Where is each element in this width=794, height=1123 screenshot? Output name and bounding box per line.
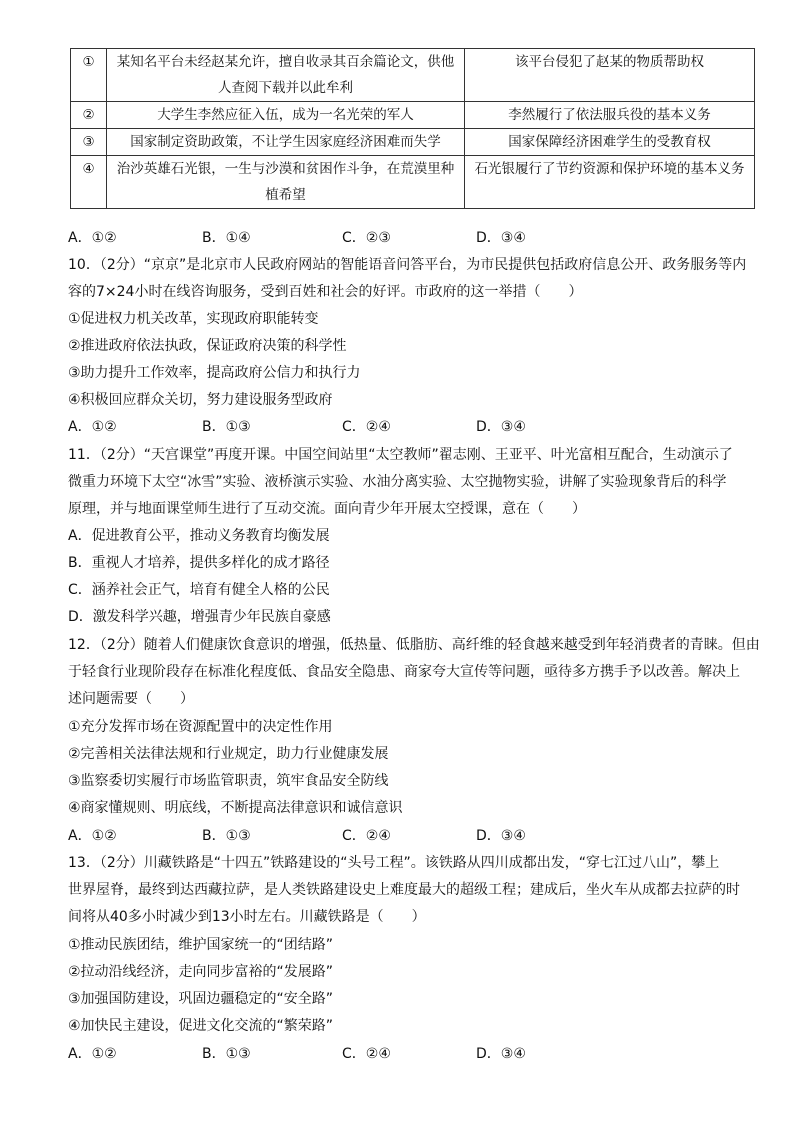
option-d[interactable]: D．③④ <box>476 230 526 246</box>
row-number: ④ <box>71 156 107 209</box>
event-cell: 国家制定资助政策，不让学生因家庭经济困难而失学 <box>107 129 465 156</box>
judgment-cell: 石光银履行了节约资源和保护环境的基本义务 <box>465 156 755 209</box>
option-b[interactable]: B．①④ <box>202 230 251 246</box>
option-a[interactable]: A．①② <box>68 1046 117 1062</box>
q11-stem-line: 原理，并与地面课堂师生进行了互动交流。面向青少年开展太空授课，意在（ ） <box>68 501 586 517</box>
q12-stem-line: 12．（2分）随着人们健康饮食意识的增强，低热量、低脂肪、高纤维的轻食越来越受到年轻消费者的青睐。但由 <box>68 637 760 653</box>
q13-stem-line: 间将从40多小时减少到13小时左右。川藏铁路是（ ） <box>68 909 426 925</box>
q10-item: ①促进权力机关改革，实现政府职能转变 <box>68 311 319 327</box>
event-cell: 大学生李然应征入伍，成为一名光荣的军人 <box>107 102 465 129</box>
q13-stem-line: 世界屋脊，最终到达西藏拉萨，是人类铁路建设史上难度最大的超级工程；建成后，坐火车从成都去拉萨的时 <box>68 882 740 898</box>
option-a[interactable]: A．促进教育公平，推动义务教育均衡发展 <box>68 528 330 544</box>
q10-stem-line: 容的7×24小时在线咨询服务，受到百姓和社会的好评。市政府的这一举措（ ） <box>68 284 583 300</box>
table-row <box>71 129 755 156</box>
option-d[interactable]: D．③④ <box>476 828 526 844</box>
q12-options <box>68 826 754 846</box>
option-b[interactable]: B．重视人才培养，提供多样化的成才路径 <box>68 555 330 571</box>
q12-item: ①充分发挥市场在资源配置中的决定性作用 <box>68 719 333 735</box>
option-a[interactable]: A．①② <box>68 828 117 844</box>
option-a[interactable]: A．①② <box>68 419 117 435</box>
q9-options <box>68 228 754 248</box>
row-number: ③ <box>71 129 107 156</box>
option-b[interactable]: B．①③ <box>202 828 251 844</box>
option-c[interactable]: C．涵养社会正气，培育有健全人格的公民 <box>68 582 330 598</box>
event-cell: 某知名平台未经赵某允许，擅自收录其百余篇论文，供他 人查阅下载并以此牟利 <box>107 49 465 102</box>
q10-item: ③助力提升工作效率，提高政府公信力和执行力 <box>68 365 361 381</box>
option-a[interactable]: A．①② <box>68 230 117 246</box>
event-cell: 治沙英雄石光银，一生与沙漠和贫困作斗争，在荒漠里种 植希望 <box>107 156 465 209</box>
row-number: ② <box>71 102 107 129</box>
q12-stem-line: 述问题需要（ ） <box>68 691 194 707</box>
q13-item: ④加快民主建设，促进文化交流的“繁荣路” <box>68 1018 334 1034</box>
option-c[interactable]: C．②③ <box>342 230 391 246</box>
q13-stem-line: 13．（2分）川藏铁路是“十四五”铁路建设的“头号工程”。该铁路从四川成都出发，“穿七江过八山”，攀上 <box>68 855 720 871</box>
q11-stem-line: 11．（2分）“天宫课堂”再度开课。中国空间站里“太空教师”翟志刚、王亚平、叶光富相互配合，生动演示了 <box>68 447 733 463</box>
q12-stem-line: 于轻食行业现阶段存在标准化程度低、食品安全隐患、商家夸大宣传等问题，亟待多方携手予以改善。解决上 <box>68 664 740 680</box>
q12-item: ③监察委切实履行市场监管职责，筑牢食品安全防线 <box>68 773 389 789</box>
option-b[interactable]: B．①③ <box>202 419 251 435</box>
option-d[interactable]: D．③④ <box>476 1046 526 1062</box>
option-c[interactable]: C．②④ <box>342 1046 391 1062</box>
q12-item: ②完善相关法律法规和行业规定，助力行业健康发展 <box>68 746 389 762</box>
q10-item: ②推进政府依法执政，保证政府决策的科学性 <box>68 338 347 354</box>
q10-item: ④积极回应群众关切，努力建设服务型政府 <box>68 392 333 408</box>
q13-item: ②拉动沿线经济，走向同步富裕的“发展路” <box>68 964 334 980</box>
option-c[interactable]: C．②④ <box>342 419 391 435</box>
judgment-cell: 该平台侵犯了赵某的物质帮助权 <box>465 49 755 102</box>
table-row <box>71 102 755 129</box>
row-number: ① <box>71 49 107 102</box>
q13-options <box>68 1044 754 1064</box>
q10-options <box>68 417 754 437</box>
option-d[interactable]: D．激发科学兴趣，增强青少年民族自豪感 <box>68 609 331 625</box>
q12-item: ④商家懂规则、明底线，不断提高法律意识和诚信意识 <box>68 800 403 816</box>
option-b[interactable]: B．①③ <box>202 1046 251 1062</box>
q10-stem-line: 10．（2分）“京京”是北京市人民政府网站的智能语音问答平台，为市民提供包括政府信息公开、政务服务等内 <box>68 257 747 273</box>
q9-table <box>70 48 755 209</box>
q13-item: ③加强国防建设，巩固边疆稳定的“安全路” <box>68 991 334 1007</box>
table-row <box>71 49 755 102</box>
option-d[interactable]: D．③④ <box>476 419 526 435</box>
table-row <box>71 156 755 209</box>
q11-stem-line: 微重力环境下太空“冰雪”实验、液桥演示实验、水油分离实验、太空抛物实验，讲解了实验现象背后的科学 <box>68 474 727 490</box>
judgment-cell: 国家保障经济困难学生的受教育权 <box>465 129 755 156</box>
q13-item: ①推动民族团结，维护国家统一的“团结路” <box>68 937 334 953</box>
judgment-cell: 李然履行了依法服兵役的基本义务 <box>465 102 755 129</box>
option-c[interactable]: C．②④ <box>342 828 391 844</box>
